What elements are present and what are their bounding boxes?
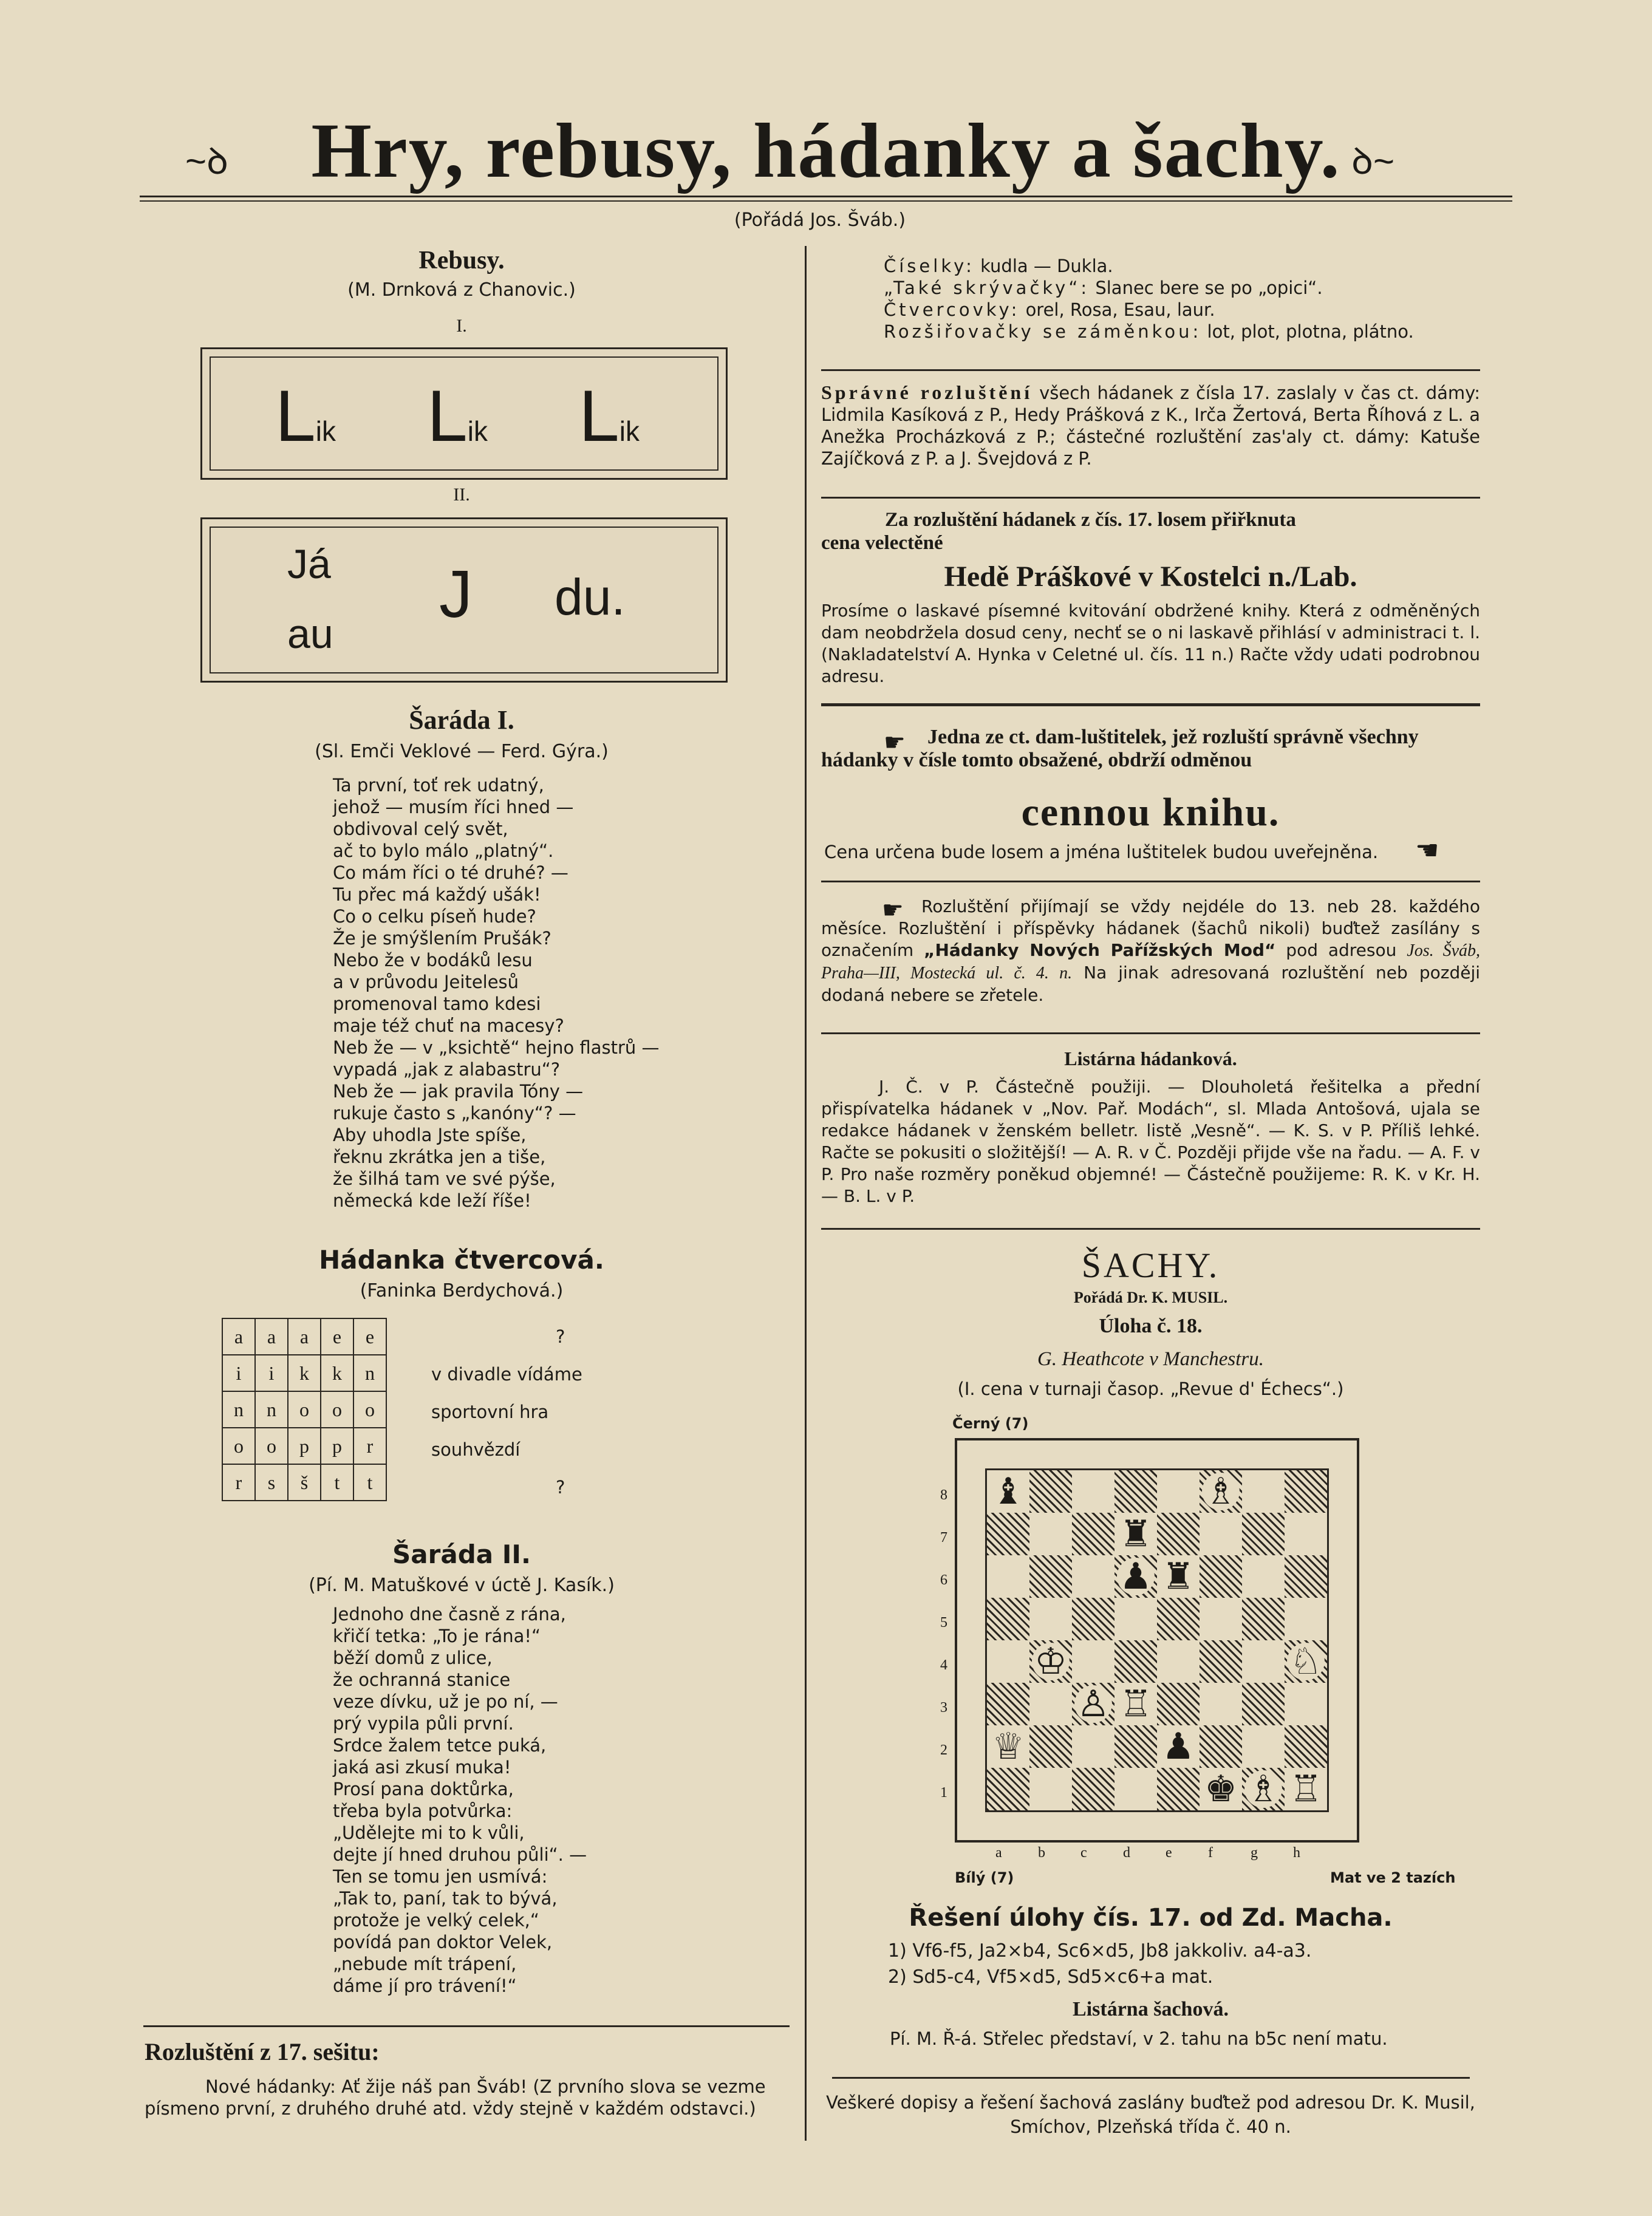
- page-title: Hry, rebusy, hádanky a šachy.: [311, 107, 1341, 194]
- rebusy-author: (M. Drnková z Chanovic.): [347, 279, 576, 301]
- rebus-2-right: du.: [555, 568, 626, 626]
- spravne-text: všech hádanek z čísla 17. zaslaly v čas ct. dámy: Lidmila Kasíková z P., Hedy Prášková z K., Irča Žertová, Berta Říhová z L. a Anežka Procházková z P.; částečné rozluštění zas'aly ct. dámy: Katuše Zajíčková z P. a J. Švejdová z P.: [821, 383, 1481, 469]
- rank-label: 8: [940, 1487, 947, 1503]
- poem-line: ač to bylo málo „platný“.: [333, 840, 554, 861]
- rebus-number-2: II.: [453, 485, 470, 505]
- divider: [832, 2077, 1470, 2079]
- chess-piece-icon: [1157, 1725, 1200, 1768]
- poem-line: obdivoval celý svět,: [333, 819, 508, 839]
- right-flourish-icon: ꝺ~: [1351, 141, 1394, 182]
- poem-line: a v průvodu Jeitelesů: [333, 972, 519, 992]
- poem-line: Srdce žalem tetce puká,: [333, 1735, 547, 1756]
- left-bottom-divider: [143, 2025, 790, 2027]
- grid-cell: š: [288, 1464, 321, 1501]
- grid-cell: e: [321, 1318, 353, 1355]
- poem-line: Tu přec má každý ušák!: [333, 884, 541, 905]
- poem-line: povídá pan doktor Velek,: [333, 1932, 553, 1952]
- grid-cell: a: [288, 1318, 321, 1355]
- divider: [821, 369, 1480, 371]
- chess-piece-glyph: ♚: [1202, 1770, 1240, 1808]
- file-label: b: [1038, 1845, 1045, 1861]
- answer-label: Čtvercovky:: [884, 299, 1020, 320]
- spravne-label: Správné rozluštění: [821, 381, 1033, 403]
- black-label: Černý (7): [952, 1415, 1029, 1432]
- left-flourish-icon: ~ꝺ: [185, 141, 228, 182]
- file-label: a: [995, 1845, 1002, 1861]
- grid-row: [222, 1428, 386, 1464]
- chess-editor: Pořádá Dr. K. MUSIL.: [1073, 1289, 1228, 1306]
- chess-piece-glyph: ♙: [1074, 1685, 1112, 1723]
- grid-cell: o: [288, 1391, 321, 1428]
- grid-clues: [431, 1318, 582, 1506]
- rebus-2-big-letter: J: [439, 557, 473, 632]
- sarada-1-author: (Sl. Emči Veklové — Ferd. Gýra.): [315, 741, 609, 762]
- cena-text: Cena určena bude losem a jména luštitelek budou uveřejněna.: [824, 842, 1379, 862]
- rank-label: 4: [940, 1657, 947, 1673]
- grid-cell: o: [353, 1391, 386, 1428]
- rank-label: 7: [940, 1530, 947, 1546]
- chess-piece-glyph: ♟: [1159, 1728, 1197, 1765]
- poem-line: že ochranná stanice: [333, 1669, 511, 1690]
- grid-clue: souhvězdí: [431, 1439, 521, 1460]
- grid-cell: t: [353, 1464, 386, 1501]
- chess-piece-glyph: ♝: [989, 1473, 1027, 1510]
- listarna-sachova-title: Listárna šachová.: [1073, 1998, 1229, 2020]
- chess-piece-icon: [1114, 1683, 1157, 1725]
- answer-line: [884, 255, 1491, 277]
- rank-label: 3: [940, 1700, 947, 1716]
- rebus-1-big-letter: L: [275, 375, 316, 457]
- rebus-1-big-letter: L: [579, 375, 620, 457]
- chess-piece-icon: [987, 1470, 1029, 1513]
- ctvercova-author: (Faninka Berdychová.): [360, 1280, 564, 1301]
- grid-cell: k: [321, 1355, 353, 1391]
- file-label: h: [1293, 1845, 1300, 1861]
- pointing-hand-icon: ☛: [1415, 836, 1439, 865]
- letter-grid-wrapper: [222, 1318, 387, 1501]
- poem-line: běží domů z ulice,: [333, 1648, 493, 1668]
- sarada-1-title: Šaráda I.: [409, 705, 514, 735]
- chess-piece-icon: [1072, 1683, 1114, 1725]
- chess-piece-glyph: ♕: [989, 1728, 1027, 1765]
- ctvercova-title: Hádanka čtvercová.: [319, 1245, 604, 1275]
- grid-cell: a: [222, 1318, 255, 1355]
- chess-piece-glyph: ♟: [1117, 1558, 1155, 1595]
- chess-piece-icon: [1114, 1555, 1157, 1598]
- poem-line: jehož — musím říci hned —: [333, 797, 574, 817]
- poem-line: „Tak to, paní, tak to bývá,: [333, 1888, 558, 1909]
- grid-cell: s: [255, 1464, 288, 1501]
- grid-clue: ?: [556, 1477, 565, 1498]
- answer-label: Číselky:: [884, 256, 975, 276]
- grid-cell: e: [353, 1318, 386, 1355]
- poem-line: vypadá „jak z alabastru“?: [333, 1059, 561, 1080]
- chess-piece-glyph: ♔: [1032, 1643, 1070, 1680]
- listarna-hadankova-text: J. Č. v P. Částečně použiji. — Dlouholetá řešitelka a přední přispívatelka hádanek v „Nov. Pař. Modách“, sl. Mlada Antošová, ujala se redakce hádanek v ženském belletr. listě „Vesně“. — K. S. v P. Příliš lehké. Račte se pokusiti o složitější! — A. R. v Č. Později přijde vše na řadu. — A. F. v P. Pro naše rozměry poněkud objemné! — Částečně použijeme: R. K. v Kr. H. — B. L. v P.: [821, 1077, 1480, 1206]
- rebus-1-letter-group: [275, 375, 336, 457]
- answers-block: [884, 255, 1491, 343]
- chess-piece-glyph: ♖: [1287, 1770, 1325, 1808]
- grid-row: [222, 1464, 386, 1501]
- rules-text-1: Rozluštění přijímají se vždy nejdéle do 13. neb 28. každého měsíce. Rozluštění i příspěvky hádanek (šachů nikoli) buďtež zasílány s označením: [821, 896, 1480, 960]
- poem-line: rukuje často s „kanóny“? —: [333, 1103, 576, 1123]
- answer-label: Rozšiřovačky se záměnkou:: [884, 321, 1202, 342]
- solution-line-1: 1) Vf6-f5, Ja2×b4, Sc6×d5, Jb8 jakkoliv. a4-a3.: [888, 1940, 1312, 1962]
- poem-line: „nebude mít trápení,: [333, 1954, 517, 1974]
- grid-row: [222, 1355, 386, 1391]
- chess-piece-glyph: ♗: [1244, 1770, 1282, 1808]
- rules-text-2: pod adresou: [1286, 940, 1397, 960]
- rebusy-title: Rebusy.: [418, 247, 505, 274]
- file-label: c: [1080, 1845, 1087, 1861]
- poem-line: promenoval tamo kdesi: [333, 994, 541, 1014]
- sarada-2-poem: [333, 1603, 587, 1997]
- poem-line: že šilhá tam ve své pýše,: [333, 1168, 556, 1189]
- chess-piece-icon: [1200, 1768, 1242, 1810]
- chess-piece-icon: [1157, 1555, 1200, 1598]
- prize-line-1: Za rozluštění hádanek z čís. 17. losem přiřknuta: [885, 509, 1296, 531]
- grid-cell: k: [288, 1355, 321, 1391]
- rebus-1-small-text: ik: [619, 415, 640, 447]
- listarna-hadankova-title: Listárna hádanková.: [1064, 1048, 1237, 1069]
- grid-row: [222, 1318, 386, 1355]
- poem-line: řeknu zkrátka jen a tiše,: [333, 1147, 546, 1167]
- grid-cell: i: [255, 1355, 288, 1391]
- poem-line: křičí tetka: „To je rána!“: [333, 1626, 541, 1646]
- grid-cell: r: [353, 1428, 386, 1464]
- answer-line: [884, 321, 1491, 343]
- rebus-2-bottom: au: [287, 611, 333, 657]
- file-label: f: [1208, 1845, 1213, 1861]
- listarna-sachova-text: Pí. M. Ř-á. Střelec představí, v 2. tahu na b5c není matu.: [890, 2028, 1388, 2049]
- chess-piece-glyph: ♜: [1117, 1515, 1155, 1553]
- rebus-number-1: I.: [456, 316, 467, 336]
- rozluseni-17-text: Nové hádanky: Ať žije náš pan Šváb! (Z prvního slova se vezme písmeno první, z druhého druhé atd. vždy stejně v každém odstavci.): [145, 2076, 766, 2119]
- answer-line: [884, 277, 1491, 299]
- chess-piece-glyph: ♘: [1287, 1643, 1325, 1680]
- pointing-hand-icon: ☛: [884, 729, 906, 756]
- grid-cell: r: [222, 1464, 255, 1501]
- rebus-1-letter-group: [427, 375, 488, 457]
- poem-line: maje též chuť na macesy?: [333, 1015, 564, 1036]
- poem-line: veze dívku, už je po ní, —: [333, 1691, 558, 1712]
- chess-piece-icon: [1200, 1470, 1242, 1513]
- grid-cell: t: [321, 1464, 353, 1501]
- letter-grid: [222, 1318, 387, 1501]
- mate-label: Mat ve 2 tazích: [1330, 1869, 1456, 1886]
- chess-piece-icon: [1285, 1768, 1327, 1810]
- chess-award: (I. cena v turnaji časop. „Revue d' Échecs“.): [957, 1379, 1344, 1399]
- divider: [821, 881, 1480, 882]
- chess-piece-icon: [1114, 1513, 1157, 1555]
- rules-text-3: Na jinak adresovaná rozluštění neb později dodaná nebere se zřetele.: [821, 963, 1480, 1005]
- prize-line-2: cena velectěné: [821, 532, 943, 554]
- divider: [821, 1228, 1480, 1230]
- cennou-knihu: cennou knihu.: [1021, 790, 1280, 834]
- rebus-2-box: [200, 517, 728, 683]
- header-divider: [140, 196, 1512, 197]
- sarada-2-title: Šaráda II.: [392, 1539, 531, 1569]
- poem-line: Neb že — v „ksichtě“ hejno flastrů —: [333, 1037, 660, 1058]
- chess-piece-icon: [1029, 1640, 1072, 1683]
- prize-text: Prosíme o laskavé písemné kvitování obdržené knihy. Která z odměněných dam neobdržela dosud ceny, nechť se o ni laskavě přihlásí v administraci t. l. (Nakladatelství A. Hynka v Celetné ul. čís. 11 n.) Račte vždy udati podrobnou adresu.: [821, 601, 1480, 686]
- answer-text: kudla — Dukla.: [980, 256, 1113, 276]
- chess-footer: Veškeré dopisy a řešení šachová zaslány buďtež pod adresou Dr. K. Musil, Smíchov, Plzeňská třída č. 40 n.: [826, 2092, 1475, 2137]
- chess-piece-glyph: ♜: [1159, 1558, 1197, 1595]
- poem-line: Ten se tomu jen usmívá:: [333, 1866, 548, 1887]
- grid-cell: i: [222, 1355, 255, 1391]
- poem-line: německá kde leží říše!: [333, 1190, 531, 1211]
- grid-cell: o: [222, 1428, 255, 1464]
- rules-address: Jos. Šváb, Praha—III, Mostecká ul. č. 4. n.: [821, 941, 1480, 983]
- chess-piece-glyph: ♗: [1202, 1473, 1240, 1510]
- grid-cell: o: [321, 1391, 353, 1428]
- column-divider: [805, 246, 807, 2141]
- chess-piece-icon: [987, 1725, 1029, 1768]
- answer-text: lot, plot, plotna, plátno.: [1207, 321, 1414, 342]
- grid-cell: p: [321, 1428, 353, 1464]
- rebus-2-top: Já: [287, 541, 331, 587]
- chess-board: [955, 1438, 1359, 1843]
- chess-piece-icon: [1285, 1640, 1327, 1683]
- grid-clue: sportovní hra: [431, 1402, 549, 1422]
- poem-line: prý vypila půli první.: [333, 1713, 514, 1734]
- poem-line: Co o celku píseň hude?: [333, 906, 536, 927]
- answer-label: „Také skrývačky“:: [884, 278, 1090, 298]
- grid-cell: n: [255, 1391, 288, 1428]
- divider: [821, 1032, 1480, 1034]
- poem-line: Jednoho dne časně z rána,: [333, 1604, 566, 1624]
- grid-cell: o: [255, 1428, 288, 1464]
- poem-line: Prosí pana doktůrka,: [333, 1779, 514, 1799]
- editor-line: (Pořádá Jos. Šváb.): [734, 210, 906, 231]
- poem-line: Že je smýšlením Prušák?: [333, 928, 551, 949]
- rank-label: 6: [940, 1572, 947, 1588]
- prize-name: Hedě Práškové v Kostelci n./Lab.: [944, 561, 1357, 593]
- poem-line: jaká asi zkusí muka!: [333, 1757, 511, 1778]
- file-label: e: [1166, 1845, 1172, 1861]
- spravne-block: [821, 381, 1480, 469]
- chess-piece-icon: [1242, 1768, 1285, 1810]
- rebus-1-small-text: ik: [315, 415, 336, 447]
- chess-composer: G. Heathcote v Manchestru.: [1037, 1348, 1264, 1370]
- rozluseni-17-title: Rozluštění z 17. sešitu:: [145, 2038, 380, 2065]
- solution-line-2: 2) Sd5-c4, Vf5×d5, Sd5×c6+a mat.: [888, 1966, 1213, 1988]
- pointing-hand-icon: ☛: [882, 897, 904, 924]
- file-label: d: [1123, 1845, 1130, 1861]
- poem-line: Ta první, toť rek udatný,: [333, 775, 544, 796]
- rebus-1-big-letter: L: [427, 375, 468, 457]
- chess-problem-number: Úloha č. 18.: [1099, 1315, 1203, 1337]
- rules-quote: „Hádanky Nových Pařížských Mod“: [924, 940, 1276, 960]
- rules-block: [821, 896, 1480, 1006]
- solution-title: Řešení úlohy čís. 17. od Zd. Macha.: [909, 1904, 1393, 1932]
- grid-clue: v divadle vídáme: [431, 1364, 582, 1385]
- poem-line: „Udělejte mi to k vůli,: [333, 1822, 525, 1843]
- white-label: Bílý (7): [955, 1869, 1014, 1886]
- sarada-1-poem: [333, 774, 659, 1212]
- grid-row: [222, 1391, 386, 1428]
- rebus-1-small-text: ik: [467, 415, 488, 447]
- rank-label: 1: [940, 1785, 947, 1801]
- rebus-1-box: [200, 347, 728, 480]
- poem-line: Nebo že v bodáků lesu: [333, 950, 533, 970]
- grid-cell: n: [353, 1355, 386, 1391]
- poem-line: Aby uhodla Jste spíše,: [333, 1125, 527, 1145]
- grid-clue: ?: [556, 1326, 565, 1347]
- grid-cell: n: [222, 1391, 255, 1428]
- jedna-text: Jedna ze ct. dam-luštitelek, jež rozluští správně všechny hádanky v čísle tomto obsažené, obdrží odměnou: [821, 726, 1419, 771]
- grid-cell: a: [255, 1318, 288, 1355]
- poem-line: protože je velký celek,“: [333, 1910, 539, 1931]
- poem-line: Co mám říci o té druhé? —: [333, 862, 568, 883]
- header-divider-thin: [140, 200, 1512, 202]
- poem-line: Neb že — jak pravila Tóny —: [333, 1081, 584, 1102]
- divider: [821, 497, 1480, 499]
- chess-title: ŠACHY.: [1081, 1246, 1220, 1285]
- chess-piece-glyph: ♖: [1117, 1685, 1155, 1723]
- answer-text: Slanec bere se po „opici“.: [1095, 278, 1323, 298]
- poem-line: dáme jí pro trávení!“: [333, 1976, 517, 1996]
- divider: [821, 703, 1480, 706]
- sarada-2-author: (Pí. M. Matuškové v úctě J. Kasík.): [309, 1575, 615, 1596]
- answer-text: orel, Rosa, Esau, laur.: [1025, 299, 1215, 320]
- rebus-1-letter-group: [579, 375, 640, 457]
- file-label: g: [1251, 1845, 1258, 1861]
- rank-label: 2: [940, 1742, 947, 1758]
- poem-line: třeba byla potvůrka:: [333, 1801, 513, 1821]
- rank-label: 5: [940, 1615, 947, 1631]
- answer-line: [884, 299, 1491, 321]
- grid-cell: p: [288, 1428, 321, 1464]
- poem-line: dejte jí hned druhou půli“. —: [333, 1844, 587, 1865]
